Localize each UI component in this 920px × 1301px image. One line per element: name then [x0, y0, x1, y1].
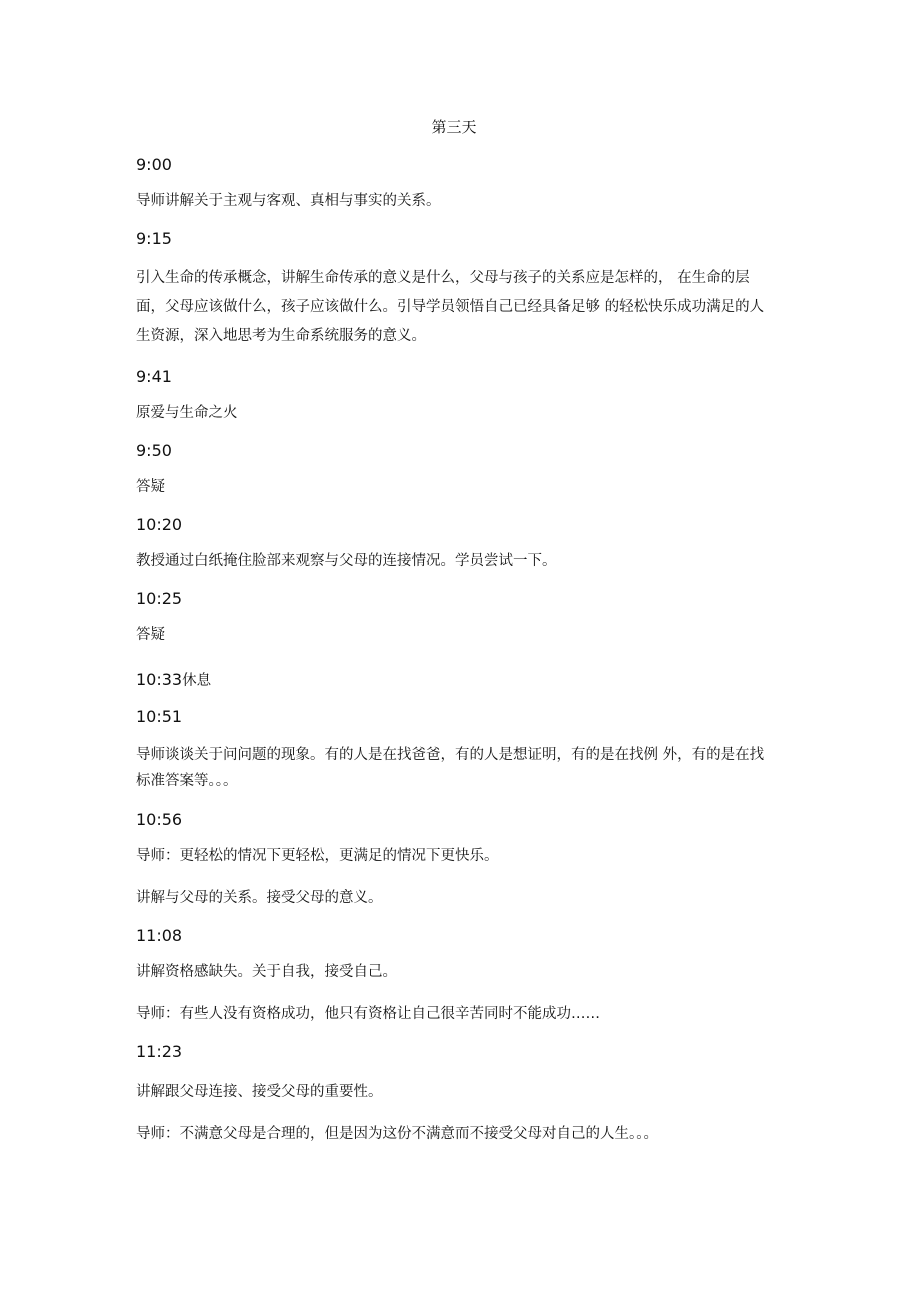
entry-text: 导师讲解关于主观与客观、真相与事实的关系。: [136, 193, 441, 209]
entry-text: 导师谈谈关于问问题的现象。有的人是在找爸爸，有的人是想证明，有的是在找例 外，有的是在找标准答案等。。。: [136, 747, 765, 789]
entry-text: 答疑: [136, 627, 165, 643]
entry-text: 讲解与父母的关系。接受父母的意义。: [136, 890, 383, 906]
schedule-entry: [136, 514, 766, 573]
entry-time: 10:25: [136, 589, 183, 608]
schedule-entry: [136, 440, 766, 499]
schedule-entry: [136, 669, 766, 692]
schedule-entry: [136, 809, 766, 910]
entry-text: 答疑: [136, 479, 165, 495]
entry-text: 讲解跟父母连接、接受父母的重要性。: [136, 1084, 383, 1100]
entry-text: 原爱与生命之火: [136, 405, 238, 421]
page-title: 第三天: [431, 118, 477, 136]
entry-time: 10:33: [136, 670, 183, 689]
schedule-entry: [136, 366, 766, 425]
schedule-content: [136, 154, 766, 1161]
entry-time: 9:50: [136, 441, 172, 460]
entry-time: 10:20: [136, 515, 183, 534]
entry-time: 9:41: [136, 367, 172, 386]
entry-text: 讲解资格感缺失。关于自我，接受自己。: [136, 964, 397, 980]
schedule-entry: [136, 1041, 766, 1146]
schedule-entry: [136, 706, 766, 794]
schedule-entry: [136, 154, 766, 213]
schedule-entry: [136, 228, 766, 351]
entry-time: 9:15: [136, 229, 172, 248]
entry-text: 导师：不满意父母是合理的，但是因为这份不满意而不接受父母对自己的人生。。。: [136, 1126, 658, 1142]
entry-text: 导师：更轻松的情况下更轻松，更满足的情况下更快乐。: [136, 848, 499, 864]
schedule-entry: [136, 588, 766, 647]
entry-text: 引入生命的传承概念，讲解生命传承的意义是什么，父母与孩子的关系应是怎样的， 在生命的层面，父母应该做什么，孩子应该做什么。引导学员领悟自己已经具备足够 的轻松快乐成功满足的人生资源，深入地思考为生命系统服务的意义。: [136, 270, 765, 344]
entry-text: 休息: [182, 673, 212, 689]
entry-text: 教授通过白纸掩住脸部来观察与父母的连接情况。学员尝试一下。: [136, 553, 557, 569]
entry-time-inline: [136, 669, 766, 692]
entry-text: 导师：有些人没有资格成功，他只有资格让自己很辛苦同时不能成功……: [136, 1006, 600, 1022]
entry-time: 11:23: [136, 1042, 183, 1061]
entry-time: 10:56: [136, 810, 183, 829]
entry-time: 10:51: [136, 707, 183, 726]
schedule-entry: [136, 925, 766, 1026]
entry-time: 9:00: [136, 155, 172, 174]
entry-time: 11:08: [136, 926, 183, 945]
